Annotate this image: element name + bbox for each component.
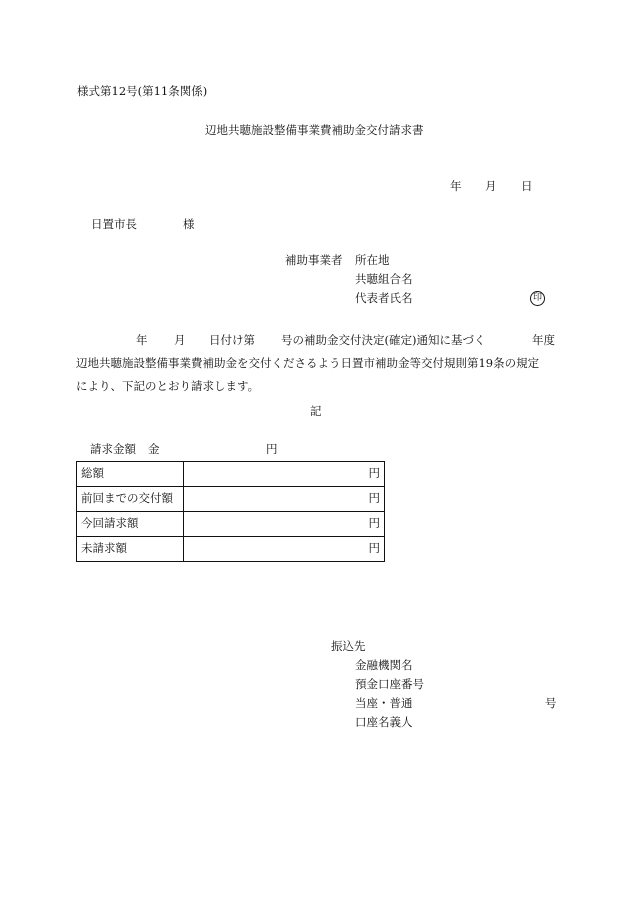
claim-amount-unit: 円 [266, 442, 278, 456]
table-row [77, 512, 385, 537]
transfer-bank-label: 金融機関名 [355, 658, 413, 672]
amount-value-current[interactable]: 円 [184, 512, 385, 537]
transfer-account-holder-label: 口座名義人 [355, 715, 413, 729]
amount-value-unclaimed[interactable]: 円 [184, 537, 385, 562]
applicant-representative-label: 代表者氏名 [355, 291, 413, 305]
body-line-1-fiscal-year: 年度 [532, 333, 555, 347]
transfer-account-number-label: 預金口座番号 [355, 677, 424, 691]
table-row [77, 462, 385, 487]
amount-label-current: 今回請求額 [77, 512, 184, 537]
addressee-honorific: 様 [183, 217, 195, 231]
claim-amount-label: 請求金額 [90, 442, 136, 456]
amount-label-previous: 前回までの交付額 [77, 487, 184, 512]
transfer-heading: 振込先 [331, 639, 366, 653]
document-title: 辺地共聴施設整備事業費補助金交付請求書 [205, 123, 424, 137]
transfer-number-suffix: 号 [545, 696, 557, 710]
body-line-2: 辺地共聴施設整備事業費補助金を交付くださるよう日置市補助金等交付規則第19条の規定 [76, 356, 540, 370]
table-row [77, 487, 385, 512]
body-line-1-year: 年 [136, 333, 148, 347]
applicant-address-label: 所在地 [355, 253, 390, 267]
body-line-1-number: 号の補助金交付決定(確定)通知に基づく [281, 333, 486, 347]
date-month: 月 [485, 179, 497, 193]
form-number: 様式第12号(第11条関係) [77, 84, 208, 98]
amount-table [76, 461, 385, 562]
table-row [77, 537, 385, 562]
amount-value-previous[interactable]: 円 [184, 487, 385, 512]
seal-mark: 印 [530, 291, 545, 306]
body-line-1-day: 日付け第 [209, 333, 255, 347]
date-year: 年 [450, 179, 462, 193]
note-heading: 記 [310, 404, 322, 418]
body-line-1 [76, 329, 560, 352]
body-paragraph [76, 329, 560, 398]
date-day: 日 [521, 179, 533, 193]
amount-label-unclaimed: 未請求額 [77, 537, 184, 562]
addressee: 日置市長 [91, 217, 137, 231]
body-line-1-month: 月 [174, 333, 186, 347]
body-line-3: により、下記のとおり請求します。 [76, 379, 260, 393]
claim-amount-prefix: 金 [148, 442, 160, 456]
transfer-account-type-label: 当座・普通 [355, 696, 413, 710]
amount-value-total[interactable]: 円 [184, 462, 385, 487]
amount-label-total: 総額 [77, 462, 184, 487]
applicant-role: 補助事業者 [285, 253, 343, 267]
applicant-association-label: 共聴組合名 [355, 272, 413, 286]
